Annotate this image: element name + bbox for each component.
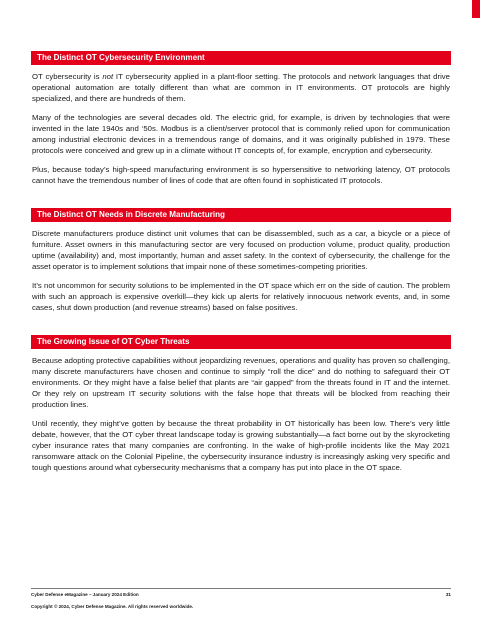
paragraph: Discrete manufacturers produce distinct unit volumes that can be disassembled, such as a car, a bicycle or a piece of furniture. Asset owners in this manufacturing sector are very focused on production volume, product quality, production uptime (availability) and, most importantly, human and asset safety. In the context of cybersecurity, the challenge for the asset operator is to implement solutions that impair none of these sometimes-competing priorities.	[32, 229, 450, 271]
page-edge-accent-bar	[472, 0, 480, 18]
page-footer	[31, 588, 451, 610]
section-heading: The Distinct OT Cybersecurity Environment	[31, 51, 451, 65]
section-ot-cyber-threats	[31, 335, 451, 473]
paragraph: Because adopting protective capabilities without jeopardizing revenues, operations and quality has proven so challenging, many discrete manufacturers have chosen and continue to simply “roll the dice” and do nothing to safeguard their OT environments. Or they might have a false belief that plants are “air gapped” from the threats found in IT and the internet. Or they rely on upstream IT security solutions with the false hope that threats will be blocked from reaching their production lines.	[32, 356, 450, 409]
paragraph: It’s not uncommon for security solutions to be implemented in the OT space which err on the side of caution. The problem with such an approach is expensive overkill—they kick up alerts for relatively innocuous network events, and, in some cases, shut down production (and revenue streams) based on false positives.	[32, 281, 450, 312]
paragraph: Until recently, they might’ve gotten by because the threat probability in OT historically has been low. There’s very little debate, however, that the OT cyber threat landscape today is growing substantially—a fact borne out by the skyrocketing cyber insurance rates that many companies are confronting. In the wake of high-profile incidents like the May 2021 ransomware attack on the Colonial Pipeline, the cybersecurity insurance industry is increasingly asking very specific and tough questions around what cybersecurity mechanisms that a company has put into place in the OT space.	[32, 419, 450, 472]
paragraph: OT cybersecurity is not IT cybersecurity applied in a plant-floor setting. The protocols and network languages that drive operational automation are totally different than what are common in IT environments. OT protocols are highly specialized, and there are hundreds of them.	[32, 72, 450, 103]
paragraph: Many of the technologies are several decades old. The electric grid, for example, is driven by technologies that were invented in the late 1940s and ‘50s. Modbus is a client/server protocol that is commonly relied upon for communication among industrial electronic devices in a tremendous range of domains, and it was originally published in 1979. These protocols were conceived and grew up in a climate without IT concepts of, for example, encryption and cybersecurity.	[32, 113, 450, 155]
article-body	[31, 51, 451, 481]
section-heading: The Growing Issue of OT Cyber Threats	[31, 335, 451, 349]
section-heading: The Distinct OT Needs in Discrete Manufacturing	[31, 208, 451, 222]
page-number: 31	[445, 592, 451, 597]
copyright-notice: Copyright © 2024, Cyber Defense Magazine. All rights reserved worldwide.	[31, 604, 194, 609]
emphasis: not	[102, 72, 114, 81]
publication-edition: Cyber Defense eMagazine – January 2024 Edition	[31, 592, 139, 597]
section-discrete-manufacturing	[31, 208, 451, 313]
section-ot-environment	[31, 51, 451, 186]
footer-divider	[31, 588, 451, 589]
paragraph: Plus, because today’s high-speed manufacturing environment is so hypersensitive to networking latency, OT protocols cannot have the tremendous number of lines of code that are often found in sophisticated IT protocols.	[32, 165, 450, 185]
